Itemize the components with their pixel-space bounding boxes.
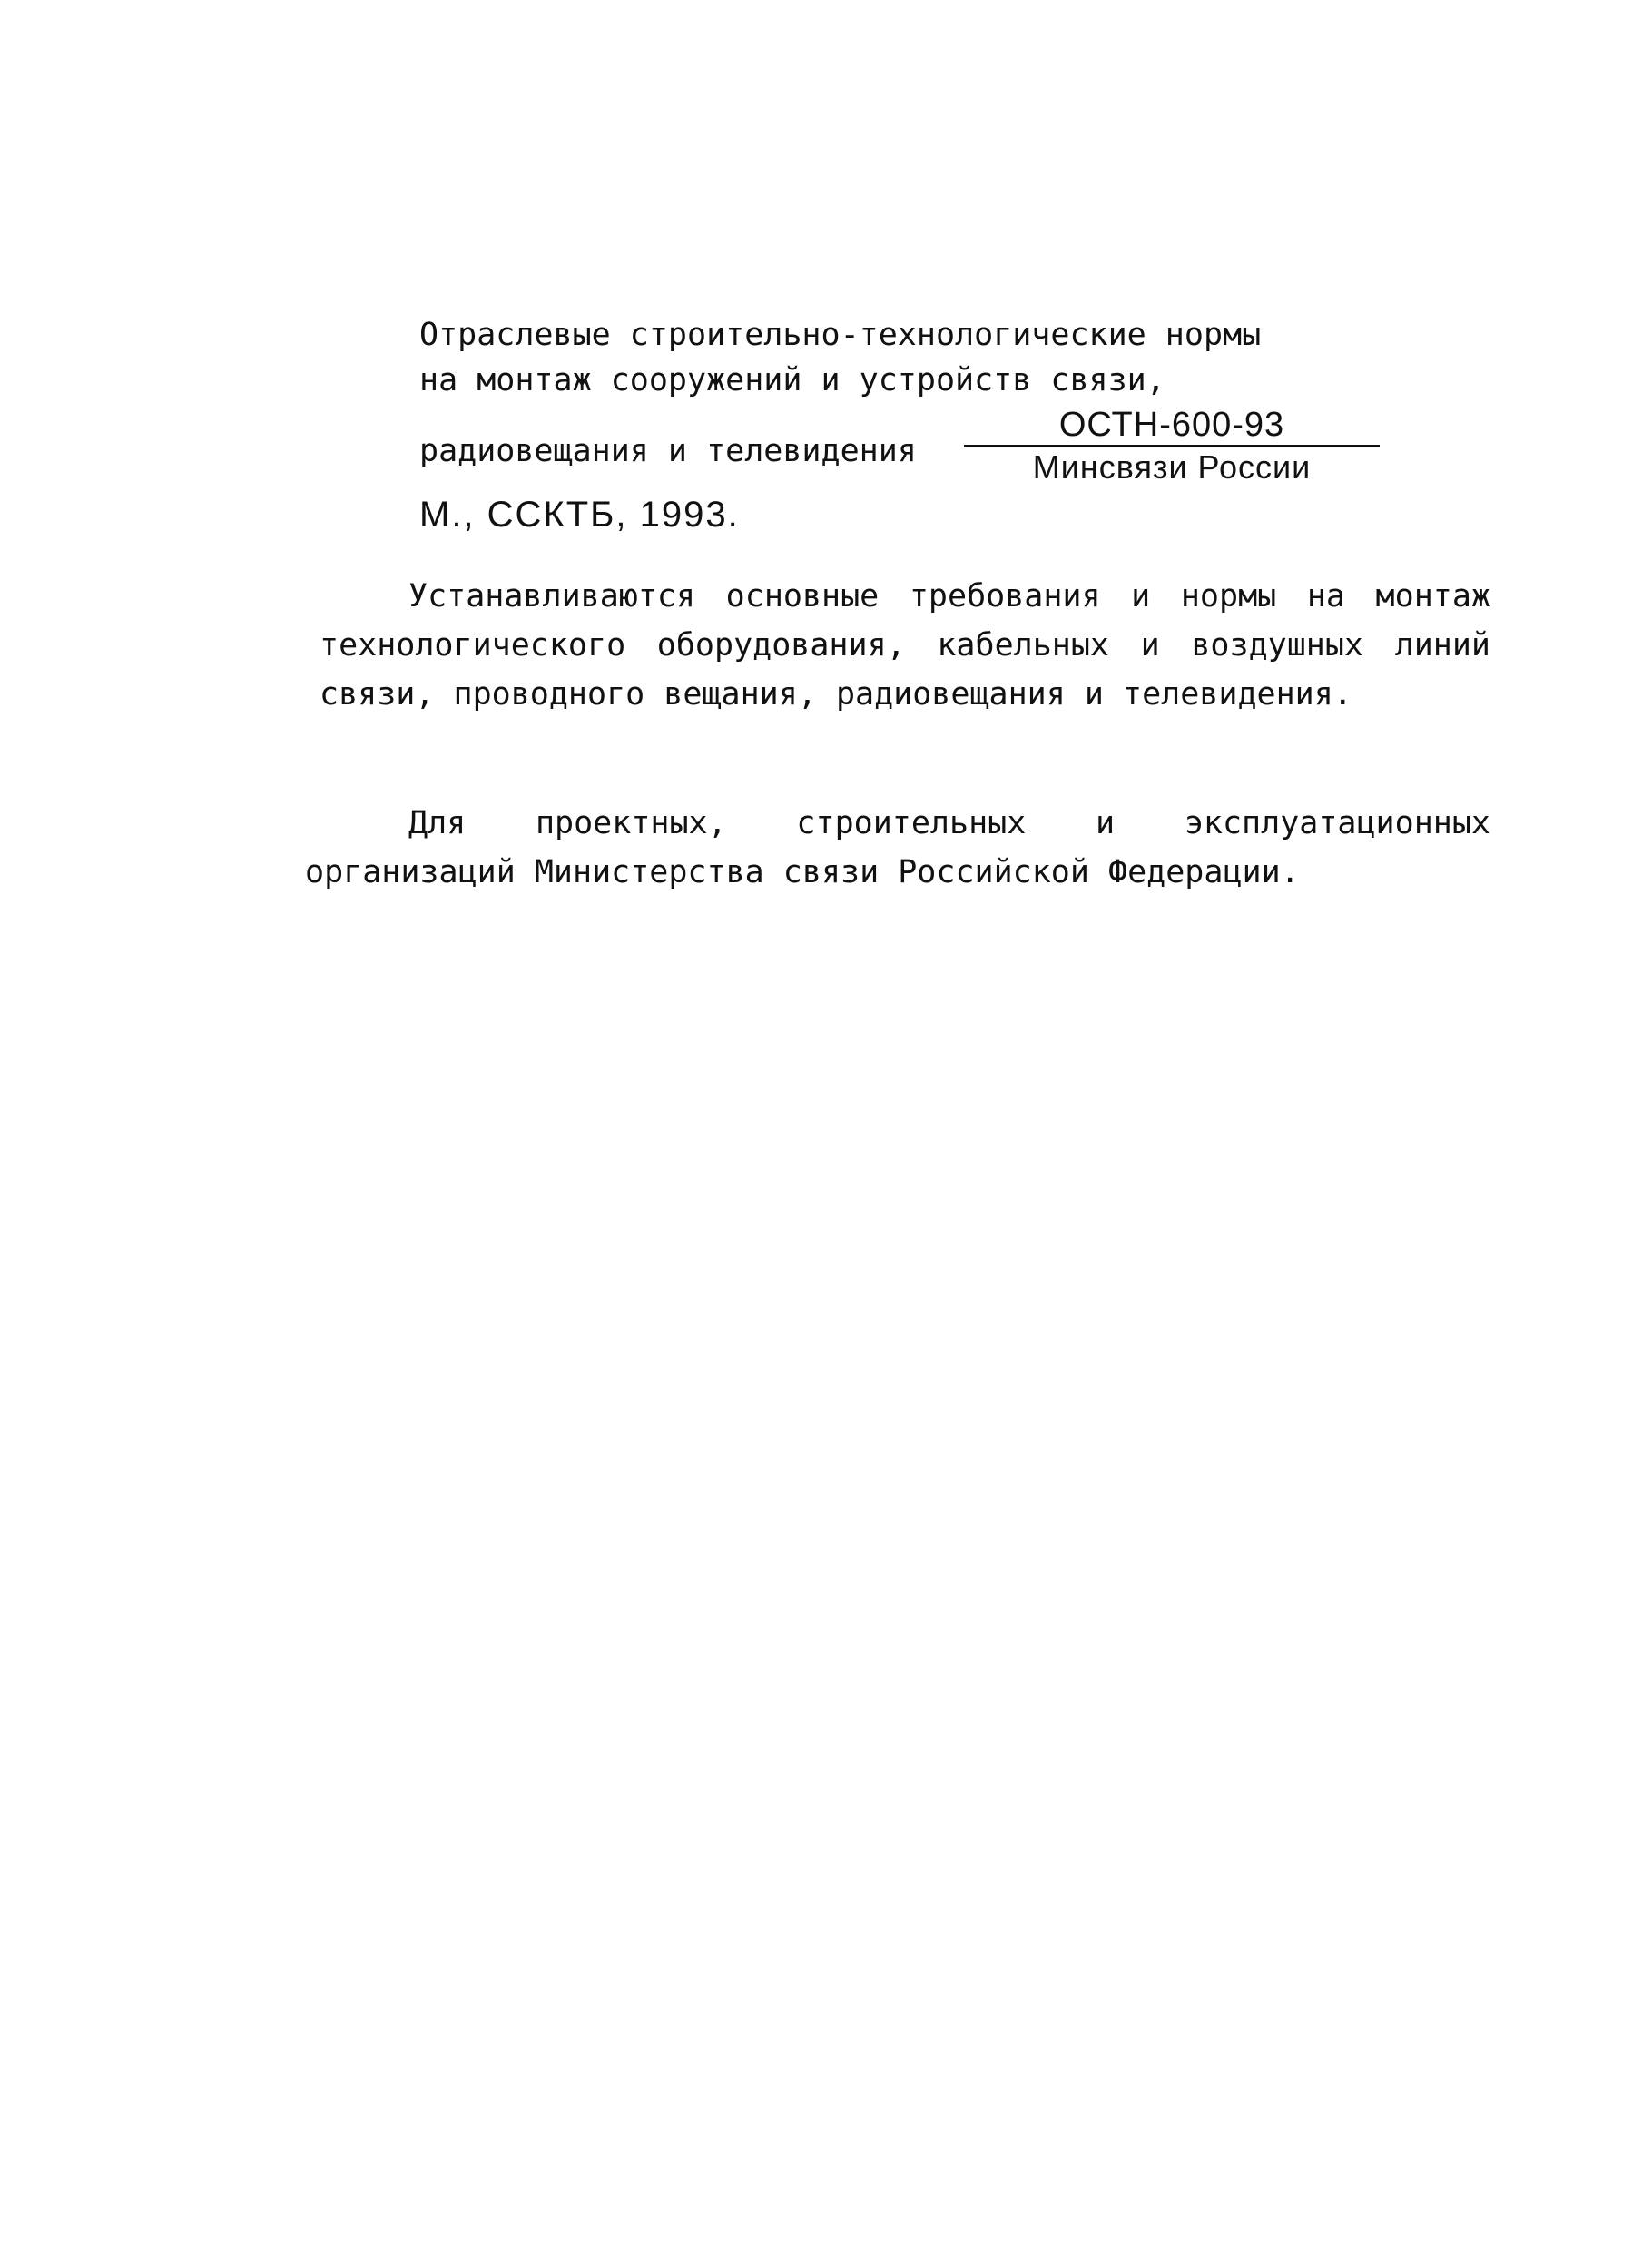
standard-designation xyxy=(964,405,1380,487)
title-line-1: Отраслевые строительно-технологические нормы xyxy=(419,317,1262,353)
title-line-2: на монтаж сооружений и устройств связи, xyxy=(419,362,1165,398)
audience-paragraph: Для проектных, строительных и эксплуатационных организаций Министерства связи Российской Федерации. xyxy=(305,805,1490,890)
abstract-paragraph: Устанавливаются основные требования и нормы на монтаж технологического оборудования, кабельных и воздушных линий связи, проводного вещания, радиовещания и телевидения. xyxy=(320,578,1490,713)
publication-imprint: М., ССКТБ, 1993. xyxy=(419,495,740,535)
issuing-authority: Минсвязи России xyxy=(1032,448,1312,486)
standard-code: ОСТН-600-93 xyxy=(1058,406,1285,444)
title-line-3: радиовещания и телевидения xyxy=(419,433,917,469)
